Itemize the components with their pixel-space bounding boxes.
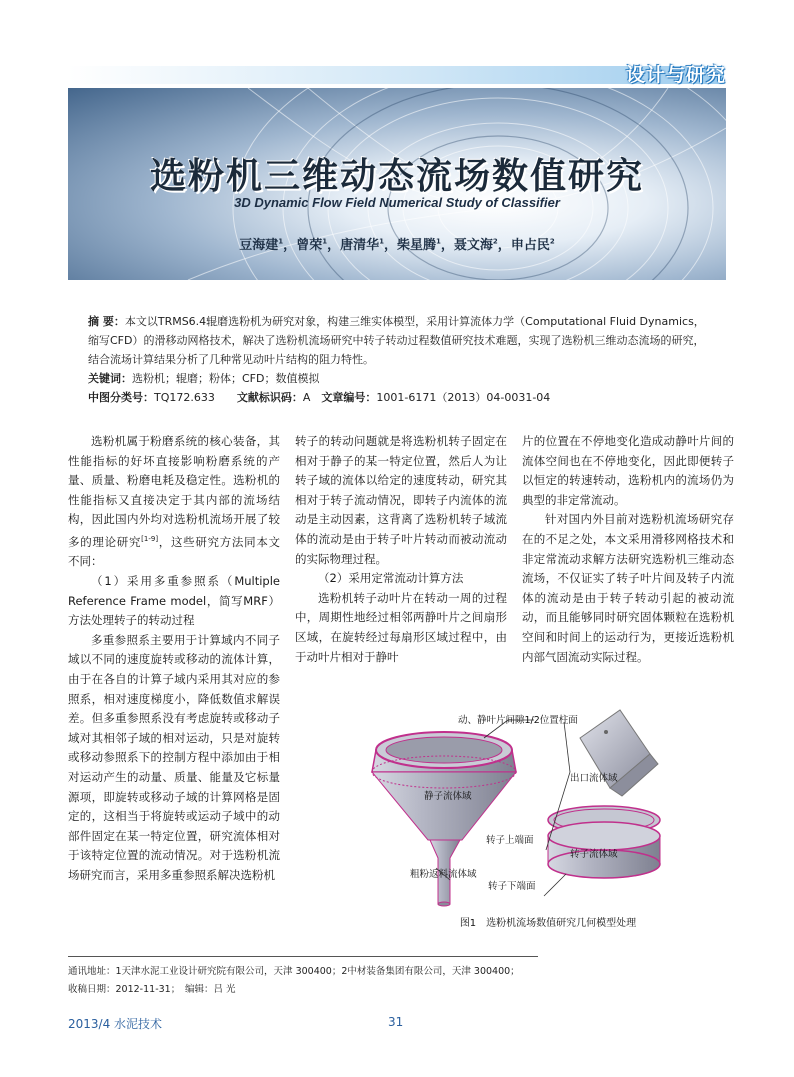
figure-1 [358, 708, 738, 934]
doc-code: A [302, 391, 311, 404]
author-affiliation: 2 [549, 237, 555, 246]
section-heading: （2）采用定常流动计算方法 [318, 571, 464, 586]
journal-issue: 2013/4 水泥技术 [68, 1017, 163, 1031]
figure-label-rotor: 转子流体域 [570, 849, 618, 860]
footnote-divider [68, 956, 538, 957]
keywords-label: 关键词： [88, 372, 132, 385]
section-tag: 设计与研究 [625, 64, 726, 86]
author-affiliation: 1 [322, 237, 328, 246]
rotor-domain-shape [548, 806, 660, 878]
class-label: 中图分类号： [88, 391, 154, 404]
figure-caption: 图1 选粉机流场数值研究几何模型处理 [459, 918, 637, 929]
body-paragraph: 片的位置在不停地变化造成动静叶片间的流体空间也在不停地变化，因此即便转子以恒定的转速转动，选粉机内的流场仍为典型的非定常流动。 [522, 434, 734, 507]
body-paragraph [68, 432, 280, 572]
footnote-received: 收稿日期：2012-11-31； 编辑：吕 光 [68, 984, 236, 995]
keywords-text: 选粉机；辊磨；粉体；CFD；数值模拟 [132, 372, 320, 385]
author-affiliation: 1 [379, 237, 384, 246]
body-column-1 [68, 432, 280, 885]
abstract-text: 本文以TRMS6.4辊磨选粉机为研究对象，构建三维实体模型，采用计算流体力学（Computational Fluid Dynamics，缩写CFD）的滑移动网格技术，解决了选粉机流场研究中转子转动过程数值研究技术难题，实现了选粉机三维动态流场的研究，结合流场计算结果分析了几种常见动叶片结构的阻力特性。 [88, 315, 705, 366]
author-name: 柴星腾 [397, 238, 437, 253]
article-number-label: 文章编号： [321, 391, 377, 404]
doc-code-label: 文献标识码： [236, 391, 303, 404]
title-english: 3D Dynamic Flow Field Numerical Study of Classifier [234, 195, 560, 210]
body-text: 选粉机属于粉磨系统的核心装备，其性能指标的好坏直接影响粉磨系统的产量、质量、粉磨电耗及稳定性。选粉机的性能指标又直接决定于其内部的流场结构，因此国内外均对选粉机流场开展了较多的理论研究 [68, 434, 280, 549]
body-paragraph: 选粉机转子动叶片在转动一周的过程中，周期性地经过相邻两静叶片之间扇形区域，在旋转经过每扇形区域过程中，由于动叶片相对于静叶 [295, 590, 507, 664]
abstract-block [88, 312, 713, 407]
classification-line [88, 388, 713, 407]
keywords-line [88, 369, 713, 388]
author-affiliation: 2 [492, 237, 498, 246]
author-name: 唐清华 [340, 238, 380, 253]
class-number: TQ172.633 [154, 391, 215, 404]
author-name: 聂文海 [453, 238, 493, 253]
abstract-label: 摘 要： [88, 315, 125, 328]
article-number: 1001-6171（2013）04-0031-04 [376, 391, 551, 404]
body-paragraph: 转子的转动问题就是将选粉机转子固定在相对于静子的某一特定位置，然后人为让转子域的流体以给定的速度转动，研究其相对于转子流动情况，即转子内流体的流动是主动因素，这背离了选粉机转子域流体的流动是由于转子叶片转动而被动流动的实际物理过程。 [295, 434, 507, 566]
author-name: 豆海建 [239, 238, 279, 253]
body-paragraph: 多重参照系主要用于计算域内不同子域以不同的速度旋转或移动的流体计算，由于在各自的计算子域内采用其对应的参照系，相对速度梯度小，降低数值求解误差。但多重参照系没有考虑旋转或移动子域对其相邻子域的相对运动，只是对旋转或移动参照系下的控制方程中添加由于相对运动产生的动量、质量、能量及它标量源项，即旋转或移动子域的计算网格是固定的，这相当于将旋转或运动子域中的动部件固定在某一特定位置，研究流体相对于该特定位置的流动情况。对于选粉机流场研究而言，采用多重参照系解决选粉机 [68, 632, 280, 882]
figure-label-outlet: 出口流体域 [570, 773, 618, 784]
body-column-3 [522, 432, 734, 667]
figure-label-coarse-return: 粗粉返料流体域 [410, 869, 477, 880]
stator-domain-shape [372, 732, 516, 840]
title-chinese: 选粉机三维动态流场数值研究 [149, 156, 644, 197]
title-banner [68, 88, 726, 280]
author-name: 曾荣 [296, 238, 323, 253]
footnote-address: 通讯地址：1天津水泥工业设计研究院有限公司，天津 300400；2中材装备集团有限公司，天津 300400； [68, 966, 520, 977]
page-number: 31 [388, 1015, 404, 1029]
author-affiliation: 1 [278, 237, 284, 246]
figure-label-rotor-top: 转子上端面 [486, 835, 534, 846]
abstract-paragraph [88, 312, 713, 369]
body-paragraph: 针对国内外目前对选粉机流场研究存在的不足之处，本文采用滑移网格技术和非定常流动求解方法研究选粉机三维动态流场，不仅证实了转子叶片间及转子内流体的流动是由于转子转动引起的被动流动，而且能够同时研究固体颗粒在选粉机空间和时间上的运动行为，更接近选粉机内部气固流动实际过程。 [522, 512, 734, 664]
figure-label-rotor-bottom: 转子下端面 [488, 881, 536, 892]
body-text: ，这些研究方法同本文不同： [68, 534, 281, 569]
citation: [1-9] [141, 534, 159, 543]
author-list: 豆海建$^1$，曾荣$^1$，唐清华$^1$，柴星腾$^1$，聂文海$^2$，申占民$^2$ [239, 237, 555, 253]
body-column-2 [295, 432, 507, 667]
author-name: 申占民 [510, 238, 550, 253]
figure-label-gap-surface: 动、静叶片间隙1/2位置柱面 [458, 715, 578, 726]
footnote [68, 963, 520, 999]
classifier-model-diagram [358, 708, 738, 934]
figure-label-stator: 静子流体域 [424, 791, 472, 802]
author-affiliation: 1 [436, 237, 441, 246]
section-heading: （1）采用多重参照系（Multiple Reference Frame model，简写MRF）方法处理转子的转动过程 [68, 573, 280, 628]
